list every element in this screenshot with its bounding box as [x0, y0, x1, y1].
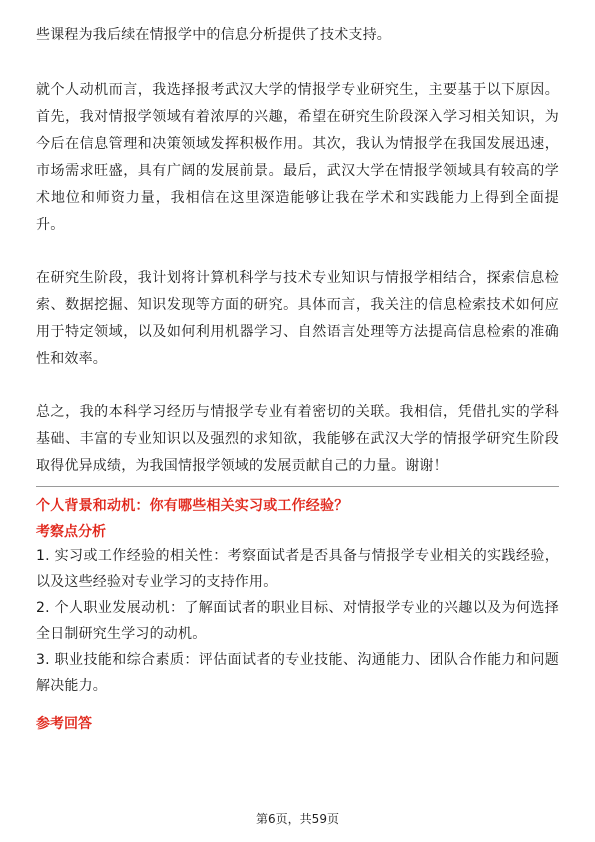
document-page	[36, 22, 559, 735]
body-paragraph: 就个人动机而言，我选择报考武汉大学的情报学专业研究生，主要基于以下原因。首先，我对情报学领域有着浓厚的兴趣，希望在研究生阶段深入学习相关知识，为今后在信息管理和决策领域发挥积极作用。其次，我认为情报学在我国发展迅速，市场需求旺盛，具有广阔的发展前景。最后，武汉大学在情报学领域具有较高的学术地位和师资力量，我相信在这里深造能够让我在学术和实践能力上得到全面提升。	[36, 82, 559, 233]
section-divider	[36, 486, 559, 487]
analysis-point: 3. 职业技能和综合素质：评估面试者的专业技能、沟通能力、团队合作能力和问题解决能力。	[36, 652, 559, 694]
page-number: 第6页，共59页	[256, 812, 339, 826]
reference-answer-heading: 参考回答	[36, 716, 92, 732]
analysis-point: 2. 个人职业发展动机：了解面试者的职业目标、对情报学专业的兴趣以及为何选择全日制研究生学习的动机。	[36, 600, 559, 642]
body-paragraph: 总之，我的本科学习经历与情报学专业有着密切的关联。我相信，凭借扎实的学科基础、丰富的专业知识以及强烈的求知欲，我能够在武汉大学的情报学研究生阶段取得优异成绩，为我国情报学领域的发展贡献自己的力量。谢谢！	[36, 404, 559, 474]
body-paragraph: 在研究生阶段，我计划将计算机科学与技术专业知识与情报学相结合，探索信息检索、数据挖掘、知识发现等方面的研究。具体而言，我关注的信息检索技术如何应用于特定领域，以及如何利用机器学习、自然语言处理等方法提高信息检索的准确性和效率。	[36, 270, 559, 367]
body-paragraph: 些课程为我后续在情报学中的信息分析提供了技术支持。	[36, 27, 391, 43]
question-title: 个人背景和动机：你有哪些相关实习或工作经验？	[36, 498, 349, 514]
analysis-point: 1. 实习或工作经验的相关性：考察面试者是否具备与情报学专业相关的实践经验，以及这些经验对专业学习的支持作用。	[36, 548, 559, 590]
analysis-heading: 考察点分析	[36, 524, 106, 540]
